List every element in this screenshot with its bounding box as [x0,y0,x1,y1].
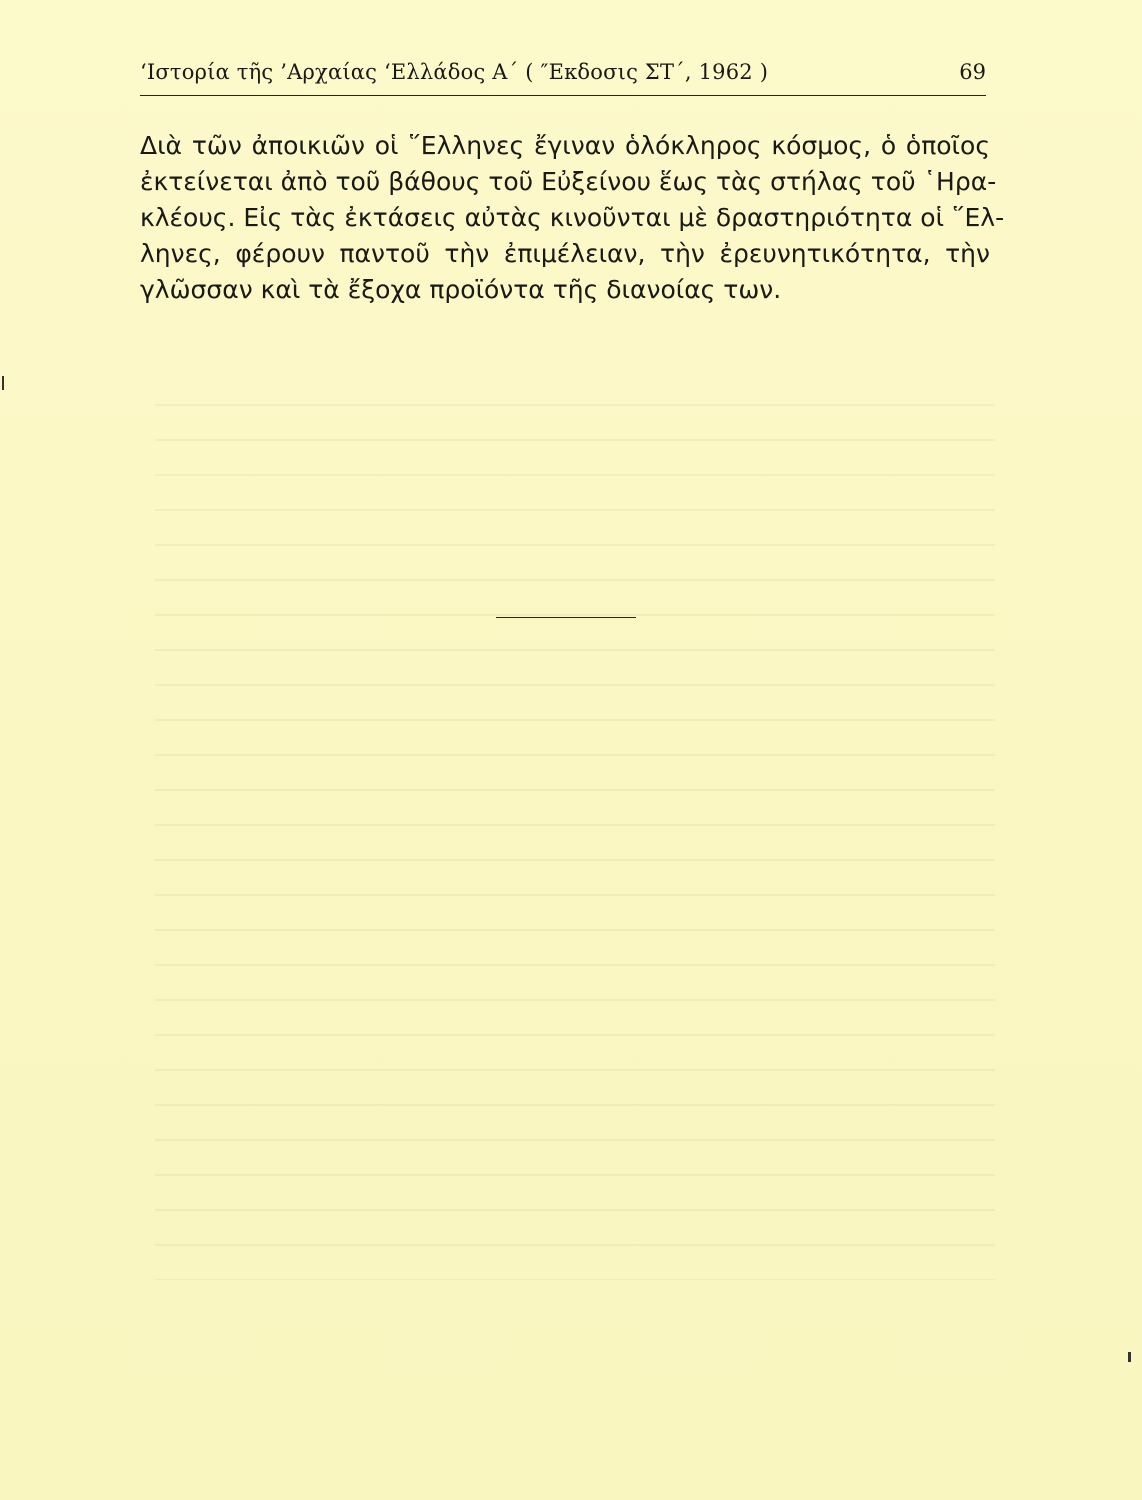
page-number: 69 [959,60,986,84]
paragraph-line: ἐκτείνεται ἀπὸ τοῦ βάθους τοῦ Εὐξείνου ἕως τὰς στήλας τοῦ ῾Ηρα- [140,167,997,196]
running-header-title: ‘Ιστορία τῆς ’Αρχαίας ‘Ελλάδος Α΄ ( ″Εκδοσις ΣΤ΄, 1962 ) [140,60,769,84]
paragraph-line: ληνες, φέρουν παντοῦ τὴν ἐπιμέλειαν, τὴν ἐρευνητικότητα, τὴν [140,239,990,268]
margin-mark [2,376,4,390]
paragraph-line: γλῶσσαν καὶ τὰ ἔξοχα προϊόντα τῆς διανοίας των. [140,275,782,304]
running-header [140,60,988,92]
body-paragraph [140,128,1005,308]
paragraph-line: κλέους. Εἰς τὰς ἐκτάσεις αὐτὰς κινοῦνται μὲ δραστηριότητα οἱ ῞Ελ- [140,203,1005,232]
paragraph-line: Διὰ τῶν ἀποικιῶν οἱ ῞Ελληνες ἔγιναν ὁλόκληρος κόσμος, ὁ ὁποῖος [140,131,990,160]
section-separator-rule [496,617,636,618]
header-rule [140,95,986,96]
margin-mark [1128,1352,1131,1362]
bleed-through-texture [155,380,995,1280]
